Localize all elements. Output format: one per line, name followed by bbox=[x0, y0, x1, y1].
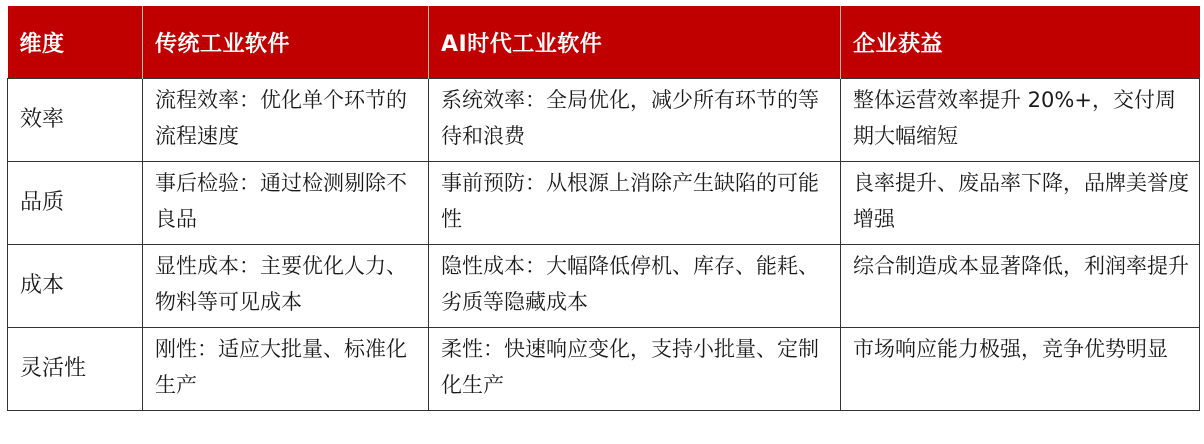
table-row bbox=[8, 245, 1200, 328]
cell-traditional: 事后检验：通过检测剔除不良品 bbox=[143, 162, 429, 245]
cell-benefit: 市场响应能力极强，竞争优势明显 bbox=[841, 328, 1200, 411]
cell-ai-era: 事前预防：从根源上消除产生缺陷的可能性 bbox=[429, 162, 841, 245]
header-ai-era-software: AI时代工业软件 bbox=[429, 6, 841, 79]
cell-ai-era: 隐性成本：大幅降低停机、库存、能耗、劣质等隐藏成本 bbox=[429, 245, 841, 328]
cell-dimension: 品质 bbox=[8, 162, 143, 245]
cell-traditional: 显性成本：主要优化人力、物料等可见成本 bbox=[143, 245, 429, 328]
header-dimension: 维度 bbox=[8, 6, 143, 79]
table-row bbox=[8, 162, 1200, 245]
table-header-row bbox=[8, 6, 1200, 79]
table-row bbox=[8, 79, 1200, 162]
cell-benefit: 整体运营效率提升 20%+，交付周期大幅缩短 bbox=[841, 79, 1200, 162]
table-row bbox=[8, 328, 1200, 411]
cell-ai-era: 柔性：快速响应变化，支持小批量、定制化生产 bbox=[429, 328, 841, 411]
cell-traditional: 刚性：适应大批量、标准化生产 bbox=[143, 328, 429, 411]
cell-ai-era: 系统效率：全局优化，减少所有环节的等待和浪费 bbox=[429, 79, 841, 162]
cell-dimension: 效率 bbox=[8, 79, 143, 162]
header-traditional-software: 传统工业软件 bbox=[143, 6, 429, 79]
cell-benefit: 良率提升、废品率下降，品牌美誉度增强 bbox=[841, 162, 1200, 245]
comparison-table bbox=[7, 6, 1200, 411]
cell-dimension: 成本 bbox=[8, 245, 143, 328]
cell-traditional: 流程效率：优化单个环节的流程速度 bbox=[143, 79, 429, 162]
cell-dimension: 灵活性 bbox=[8, 328, 143, 411]
header-enterprise-benefit: 企业获益 bbox=[841, 6, 1200, 79]
cell-benefit: 综合制造成本显著降低，利润率提升 bbox=[841, 245, 1200, 328]
comparison-table-container bbox=[7, 6, 1199, 411]
